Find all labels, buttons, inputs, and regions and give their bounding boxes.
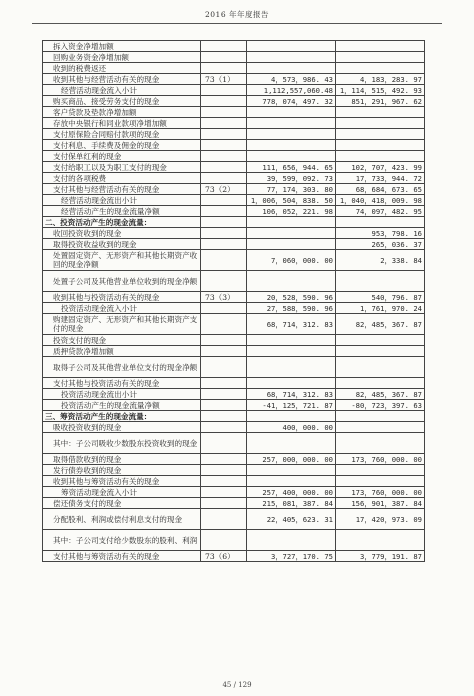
prior-period-amount bbox=[336, 63, 425, 74]
prior-period-amount bbox=[336, 107, 425, 118]
note-ref bbox=[201, 346, 247, 357]
prior-period-amount bbox=[336, 476, 425, 487]
note-ref bbox=[201, 41, 247, 52]
current-period-amount: 106，052，221. 98 bbox=[247, 206, 336, 217]
table-row bbox=[43, 184, 425, 195]
item-label: 取得投资收益收到的现金 bbox=[43, 239, 201, 250]
table-row bbox=[43, 74, 425, 85]
table-row bbox=[43, 454, 425, 465]
current-period-amount: 22，405，623. 31 bbox=[247, 509, 336, 530]
prior-period-amount bbox=[336, 118, 425, 129]
prior-period-amount bbox=[336, 129, 425, 140]
current-period-amount bbox=[247, 411, 336, 422]
current-period-amount bbox=[247, 63, 336, 74]
note-ref bbox=[201, 433, 247, 454]
note-ref bbox=[201, 107, 247, 118]
prior-period-amount bbox=[336, 433, 425, 454]
prior-period-amount bbox=[336, 335, 425, 346]
current-period-amount bbox=[247, 530, 336, 551]
note-ref: 73（2） bbox=[201, 184, 247, 195]
note-ref bbox=[201, 85, 247, 96]
prior-period-amount bbox=[336, 411, 425, 422]
item-label: 投资活动现金流出小计 bbox=[43, 389, 201, 400]
table-row bbox=[43, 465, 425, 476]
current-period-amount: 111，656，944. 65 bbox=[247, 162, 336, 173]
prior-period-amount bbox=[336, 271, 425, 292]
prior-period-amount bbox=[336, 41, 425, 52]
table-row bbox=[43, 433, 425, 454]
table-row bbox=[43, 292, 425, 303]
table-row bbox=[43, 63, 425, 74]
note-ref: 73（1） bbox=[201, 74, 247, 85]
item-label: 处置子公司及其他营业单位收到的现金净额 bbox=[43, 271, 201, 292]
item-label: 其中：子公司支付给少数股东的股利、利润 bbox=[43, 530, 201, 551]
note-ref bbox=[201, 52, 247, 63]
table-row bbox=[43, 195, 425, 206]
prior-period-amount: 540，796. 87 bbox=[336, 292, 425, 303]
note-ref bbox=[201, 422, 247, 433]
item-label: 购建固定资产、无形资产和其他长期资产支付的现金 bbox=[43, 314, 201, 335]
prior-period-amount: 68，684，673. 65 bbox=[336, 184, 425, 195]
table-row bbox=[43, 498, 425, 509]
item-label: 经营活动现金流出小计 bbox=[43, 195, 201, 206]
table-row bbox=[43, 107, 425, 118]
current-period-amount bbox=[247, 52, 336, 63]
prior-period-amount: 265，036. 37 bbox=[336, 239, 425, 250]
current-period-amount: 1,112,557,060.48 bbox=[247, 85, 336, 96]
item-label: 其中：子公司吸收少数股东投资收到的现金 bbox=[43, 433, 201, 454]
current-period-amount: 20，528，590. 96 bbox=[247, 292, 336, 303]
table-row bbox=[43, 250, 425, 271]
item-label: 收到其他与筹资活动有关的现金 bbox=[43, 476, 201, 487]
item-label: 购买商品、接受劳务支付的现金 bbox=[43, 96, 201, 107]
table-row bbox=[43, 400, 425, 411]
report-header-title: 2016 年年度报告 bbox=[205, 10, 269, 19]
item-label: 拆入资金净增加额 bbox=[43, 41, 201, 52]
item-label: 三、筹资活动产生的现金流量： bbox=[43, 411, 201, 422]
current-period-amount bbox=[247, 118, 336, 129]
current-period-amount: 39，599，092. 73 bbox=[247, 173, 336, 184]
current-period-amount: 400，000. 00 bbox=[247, 422, 336, 433]
table-row bbox=[43, 509, 425, 530]
item-label: 投资活动现金流入小计 bbox=[43, 303, 201, 314]
current-period-amount bbox=[247, 151, 336, 162]
current-period-amount: 4，573，986. 43 bbox=[247, 74, 336, 85]
note-ref bbox=[201, 173, 247, 184]
item-label: 二、投资活动产生的现金流量： bbox=[43, 217, 201, 228]
prior-period-amount bbox=[336, 346, 425, 357]
table-row bbox=[43, 140, 425, 151]
table-row bbox=[43, 303, 425, 314]
item-label: 收到其他与经营活动有关的现金 bbox=[43, 74, 201, 85]
current-period-amount bbox=[247, 476, 336, 487]
table-row bbox=[43, 389, 425, 400]
note-ref bbox=[201, 487, 247, 498]
table-row bbox=[43, 239, 425, 250]
note-ref: 73（6） bbox=[201, 551, 247, 562]
table-row bbox=[43, 41, 425, 52]
note-ref bbox=[201, 271, 247, 292]
item-label: 偿还债务支付的现金 bbox=[43, 498, 201, 509]
page-number: 45 / 129 bbox=[222, 681, 252, 689]
note-ref bbox=[201, 411, 247, 422]
note-ref bbox=[201, 129, 247, 140]
prior-period-amount: 3，779，191. 87 bbox=[336, 551, 425, 562]
current-period-amount bbox=[247, 107, 336, 118]
table-row bbox=[43, 357, 425, 378]
table-row bbox=[43, 314, 425, 335]
item-label: 支付利息、手续费及佣金的现金 bbox=[43, 140, 201, 151]
current-period-amount bbox=[247, 335, 336, 346]
current-period-amount: 27，588，590. 96 bbox=[247, 303, 336, 314]
item-label: 回购业务资金净增加额 bbox=[43, 52, 201, 63]
current-period-amount: 7，060，000. 00 bbox=[247, 250, 336, 271]
prior-period-amount: 4，183，283. 97 bbox=[336, 74, 425, 85]
current-period-amount: 77，174，303. 80 bbox=[247, 184, 336, 195]
current-period-amount bbox=[247, 140, 336, 151]
note-ref bbox=[201, 140, 247, 151]
prior-period-amount: 1，114，515，492. 93 bbox=[336, 85, 425, 96]
table-row bbox=[43, 335, 425, 346]
item-label: 取得子公司及其他营业单位支付的现金净额 bbox=[43, 357, 201, 378]
current-period-amount: 3，727，170. 75 bbox=[247, 551, 336, 562]
prior-period-amount: 82，485，367. 87 bbox=[336, 314, 425, 335]
prior-period-amount bbox=[336, 357, 425, 378]
prior-period-amount: 173，760，000. 00 bbox=[336, 487, 425, 498]
table-row bbox=[43, 551, 425, 562]
note-ref bbox=[201, 151, 247, 162]
prior-period-amount: 17，420，973. 09 bbox=[336, 509, 425, 530]
note-ref bbox=[201, 206, 247, 217]
prior-period-amount: 2，338. 84 bbox=[336, 250, 425, 271]
note-ref bbox=[201, 228, 247, 239]
prior-period-amount bbox=[336, 52, 425, 63]
prior-period-amount bbox=[336, 465, 425, 476]
table-row bbox=[43, 476, 425, 487]
prior-period-amount: 953，798. 16 bbox=[336, 228, 425, 239]
item-label: 发行债券收到的现金 bbox=[43, 465, 201, 476]
current-period-amount bbox=[247, 239, 336, 250]
note-ref bbox=[201, 498, 247, 509]
note-ref bbox=[201, 162, 247, 173]
table-row bbox=[43, 346, 425, 357]
prior-period-amount bbox=[336, 151, 425, 162]
cash-flow-table bbox=[42, 40, 425, 562]
note-ref: 73（3） bbox=[201, 292, 247, 303]
note-ref bbox=[201, 530, 247, 551]
prior-period-amount: 102，707，423. 99 bbox=[336, 162, 425, 173]
table-row bbox=[43, 173, 425, 184]
note-ref bbox=[201, 303, 247, 314]
current-period-amount bbox=[247, 271, 336, 292]
prior-period-amount: 17，733，944. 72 bbox=[336, 173, 425, 184]
item-label: 支付原保险合同赔付款项的现金 bbox=[43, 129, 201, 140]
item-label: 经营活动现金流入小计 bbox=[43, 85, 201, 96]
table-row bbox=[43, 422, 425, 433]
note-ref bbox=[201, 250, 247, 271]
item-label: 支付保单红利的现金 bbox=[43, 151, 201, 162]
table-row bbox=[43, 228, 425, 239]
note-ref bbox=[201, 509, 247, 530]
cash-flow-table-body bbox=[43, 41, 425, 562]
current-period-amount bbox=[247, 217, 336, 228]
table-row bbox=[43, 206, 425, 217]
table-row bbox=[43, 217, 425, 228]
table-row bbox=[43, 378, 425, 389]
prior-period-amount: 82，485，367. 87 bbox=[336, 389, 425, 400]
prior-period-amount bbox=[336, 378, 425, 389]
prior-period-amount: 74，097，482. 95 bbox=[336, 206, 425, 217]
note-ref bbox=[201, 96, 247, 107]
note-ref bbox=[201, 476, 247, 487]
item-label: 收回投资收到的现金 bbox=[43, 228, 201, 239]
table-row bbox=[43, 85, 425, 96]
prior-period-amount bbox=[336, 530, 425, 551]
current-period-amount: 778，074，497. 32 bbox=[247, 96, 336, 107]
current-period-amount: -41，125，721. 87 bbox=[247, 400, 336, 411]
item-label: 分配股利、利润或偿付利息支付的现金 bbox=[43, 509, 201, 530]
current-period-amount bbox=[247, 228, 336, 239]
item-label: 收到的税费返还 bbox=[43, 63, 201, 74]
note-ref bbox=[201, 465, 247, 476]
table-row bbox=[43, 96, 425, 107]
note-ref bbox=[201, 378, 247, 389]
item-label: 支付其他与经营活动有关的现金 bbox=[43, 184, 201, 195]
current-period-amount: 68，714，312. 83 bbox=[247, 389, 336, 400]
current-period-amount: 68，714，312. 83 bbox=[247, 314, 336, 335]
table-row bbox=[43, 530, 425, 551]
prior-period-amount: 1，040，418，009. 98 bbox=[336, 195, 425, 206]
prior-period-amount bbox=[336, 140, 425, 151]
current-period-amount bbox=[247, 41, 336, 52]
current-period-amount bbox=[247, 346, 336, 357]
current-period-amount: 257，400，000. 00 bbox=[247, 487, 336, 498]
current-period-amount bbox=[247, 378, 336, 389]
item-label: 存放中央银行和同业款项净增加额 bbox=[43, 118, 201, 129]
item-label: 收到其他与投资活动有关的现金 bbox=[43, 292, 201, 303]
note-ref bbox=[201, 357, 247, 378]
item-label: 经营活动产生的现金流量净额 bbox=[43, 206, 201, 217]
note-ref bbox=[201, 118, 247, 129]
table-row bbox=[43, 487, 425, 498]
item-label: 投资活动产生的现金流量净额 bbox=[43, 400, 201, 411]
item-label: 处置固定资产、无形资产和其他长期资产收回的现金净额 bbox=[43, 250, 201, 271]
prior-period-amount bbox=[336, 217, 425, 228]
header-divider bbox=[32, 23, 442, 24]
note-ref bbox=[201, 335, 247, 346]
current-period-amount bbox=[247, 357, 336, 378]
current-period-amount: 215，081，387. 84 bbox=[247, 498, 336, 509]
item-label: 支付的各项税费 bbox=[43, 173, 201, 184]
table-row bbox=[43, 118, 425, 129]
note-ref bbox=[201, 314, 247, 335]
table-row bbox=[43, 162, 425, 173]
current-period-amount bbox=[247, 433, 336, 454]
prior-period-amount: -80，723，397. 63 bbox=[336, 400, 425, 411]
prior-period-amount bbox=[336, 422, 425, 433]
prior-period-amount: 1，761，970. 24 bbox=[336, 303, 425, 314]
prior-period-amount: 851，291，967. 62 bbox=[336, 96, 425, 107]
note-ref bbox=[201, 63, 247, 74]
current-period-amount bbox=[247, 129, 336, 140]
note-ref bbox=[201, 217, 247, 228]
current-period-amount: 1，006，504，838. 50 bbox=[247, 195, 336, 206]
prior-period-amount: 156，901，387. 84 bbox=[336, 498, 425, 509]
item-label: 筹资活动现金流入小计 bbox=[43, 487, 201, 498]
item-label: 支付给职工以及为职工支付的现金 bbox=[43, 162, 201, 173]
note-ref bbox=[201, 454, 247, 465]
note-ref bbox=[201, 239, 247, 250]
current-period-amount: 257，000，000. 00 bbox=[247, 454, 336, 465]
item-label: 支付其他与投资活动有关的现金 bbox=[43, 378, 201, 389]
note-ref bbox=[201, 389, 247, 400]
note-ref bbox=[201, 195, 247, 206]
table-row bbox=[43, 411, 425, 422]
table-row bbox=[43, 271, 425, 292]
current-period-amount bbox=[247, 465, 336, 476]
prior-period-amount: 173，760，000. 00 bbox=[336, 454, 425, 465]
item-label: 吸收投资收到的现金 bbox=[43, 422, 201, 433]
table-row bbox=[43, 52, 425, 63]
note-ref bbox=[201, 400, 247, 411]
item-label: 支付其他与筹资活动有关的现金 bbox=[43, 551, 201, 562]
item-label: 取得借款收到的现金 bbox=[43, 454, 201, 465]
item-label: 客户贷款及垫款净增加额 bbox=[43, 107, 201, 118]
table-row bbox=[43, 151, 425, 162]
item-label: 质押贷款净增加额 bbox=[43, 346, 201, 357]
item-label: 投资支付的现金 bbox=[43, 335, 201, 346]
table-row bbox=[43, 129, 425, 140]
